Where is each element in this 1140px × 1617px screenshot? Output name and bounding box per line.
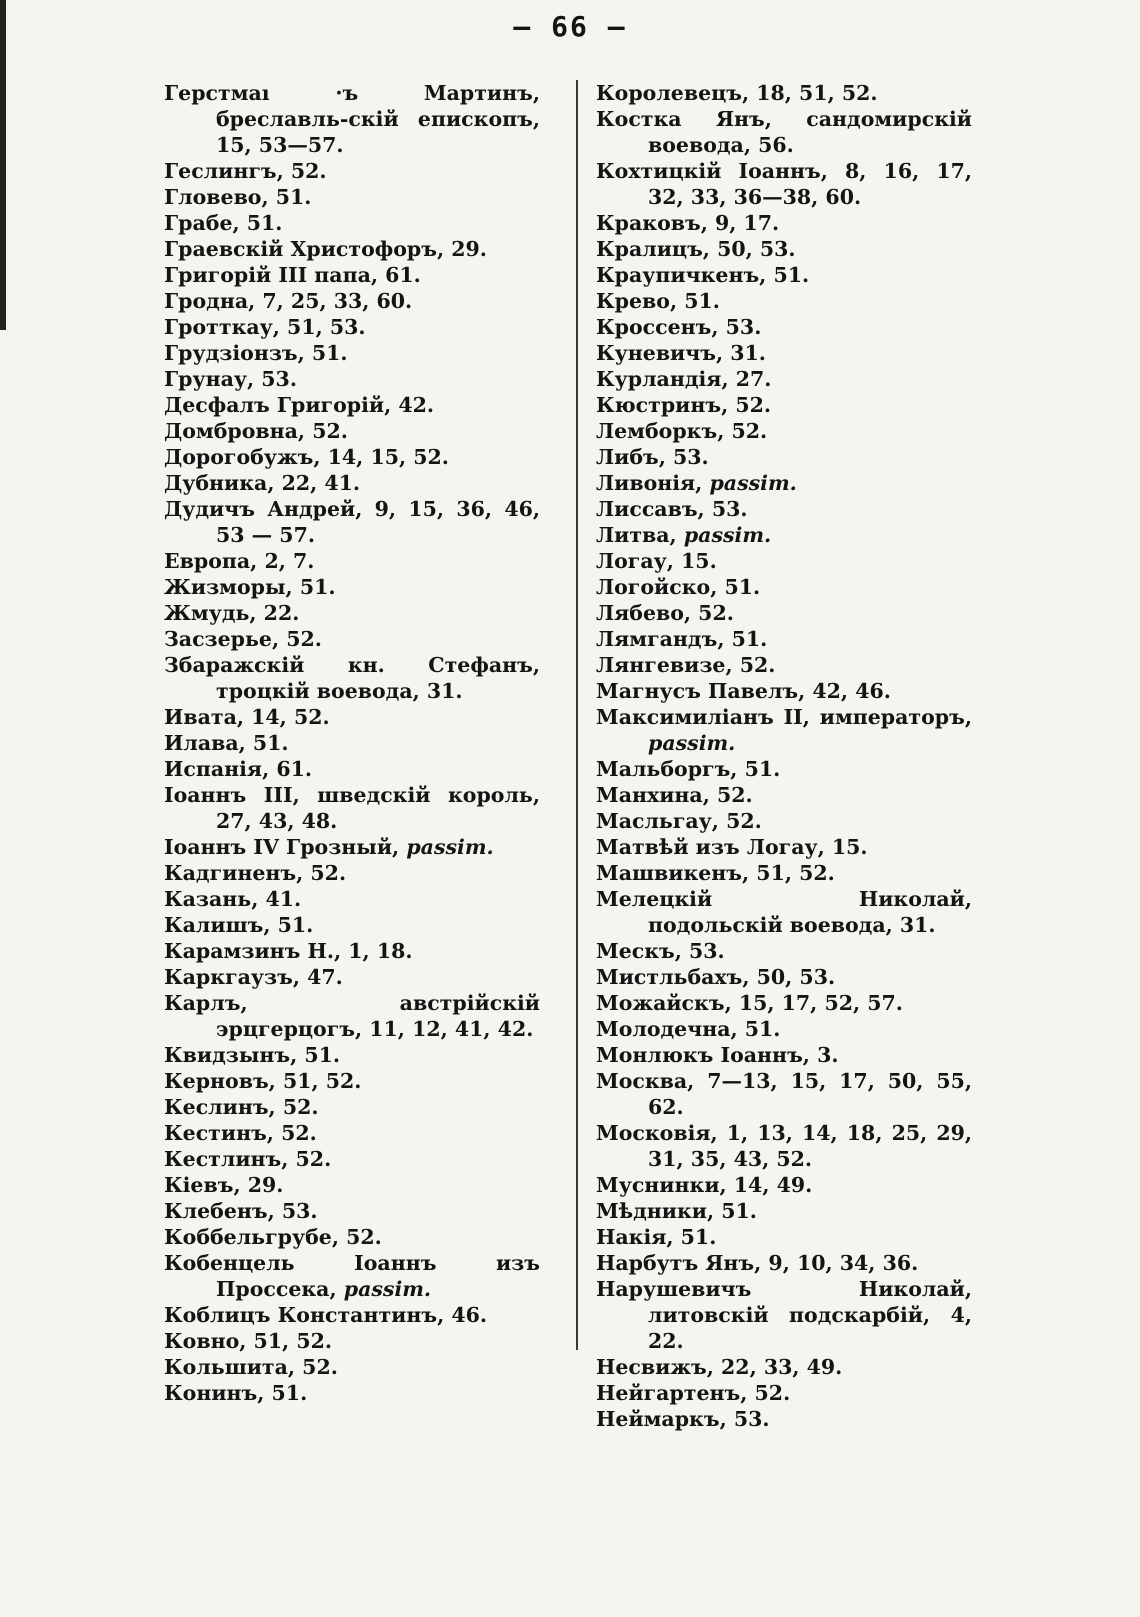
index-entry-text: Засзерье, 52.	[164, 627, 322, 651]
index-entry-text: Нейгартенъ, 52.	[596, 1381, 791, 1405]
index-entry-text: Лемборкъ, 52.	[596, 419, 768, 443]
index-entry	[164, 1224, 540, 1250]
index-entry-text: Лиссавъ, 53.	[596, 497, 748, 521]
index-entry	[596, 106, 972, 158]
index-entry-text: Квидзынъ, 51.	[164, 1043, 341, 1067]
index-entry	[164, 652, 540, 704]
index-entry-text: Молодечна, 51.	[596, 1017, 781, 1041]
index-entry-text: Грабе, 51.	[164, 211, 283, 235]
index-entry-text: Нарушевичъ Николай, литовскій подскарбій, 4, 22.	[596, 1277, 972, 1353]
index-entry-text: Ливонія,	[596, 471, 710, 495]
index-entry-text: Мелецкій Николай, подольскій воевода, 31.	[596, 887, 972, 937]
index-entry	[596, 938, 972, 964]
index-entry	[596, 80, 972, 106]
index-entry	[596, 990, 972, 1016]
index-entry-text: Конинъ, 51.	[164, 1381, 308, 1405]
index-column-left	[164, 80, 540, 1406]
index-entry-passim: passim.	[709, 471, 797, 495]
index-entry-text: Кестинъ, 52.	[164, 1121, 317, 1145]
index-entry-text: Максимиліанъ II, императоръ,	[596, 705, 972, 729]
index-entry	[164, 1042, 540, 1068]
index-entry	[596, 1042, 972, 1068]
index-entry-text: Мальборгъ, 51.	[596, 757, 781, 781]
index-entry-text: Нарбутъ Янъ, 9, 10, 34, 36.	[596, 1251, 919, 1275]
index-entry	[596, 626, 972, 652]
index-entry-text: Кохтицкій Іоаннъ, 8, 16, 17, 32, 33, 36—38, 60.	[596, 159, 972, 209]
index-entry	[596, 392, 972, 418]
index-entry-text: Краковъ, 9, 17.	[596, 211, 780, 235]
index-entry	[596, 262, 972, 288]
index-entry-text: Гротткау, 51, 53.	[164, 315, 366, 339]
index-entry	[164, 418, 540, 444]
index-entry-text: Лямгандъ, 51.	[596, 627, 768, 651]
index-entry	[596, 288, 972, 314]
index-entry	[164, 210, 540, 236]
index-entry-text: Грудзіонзъ, 51.	[164, 341, 348, 365]
index-entry	[164, 1354, 540, 1380]
index-entry	[596, 782, 972, 808]
index-entry-text: Королевецъ, 18, 51, 52.	[596, 81, 878, 105]
index-entry-text: Логау, 15.	[596, 549, 717, 573]
index-entry-text: Мескъ, 53.	[596, 939, 725, 963]
index-entry	[164, 730, 540, 756]
index-entry-text: Манхина, 52.	[596, 783, 753, 807]
index-entry-text: Краупичкенъ, 51.	[596, 263, 810, 287]
index-entry-text: Кеслинъ, 52.	[164, 1095, 319, 1119]
index-entry-text: Клебенъ, 53.	[164, 1199, 318, 1223]
index-entry-text: Жмудь, 22.	[164, 601, 300, 625]
index-entry-text: Илава, 51.	[164, 731, 289, 755]
index-entry-text: Машвикенъ, 51, 52.	[596, 861, 835, 885]
index-entry-text: Карлъ, австрійскій эрцгерцогъ, 11, 12, 41, 42.	[164, 991, 540, 1041]
index-entry	[164, 886, 540, 912]
index-entry-passim: passim.	[406, 835, 494, 859]
index-entry-text: Кроссенъ, 53.	[596, 315, 762, 339]
index-entry	[596, 964, 972, 990]
index-entry	[164, 314, 540, 340]
index-entry	[596, 1380, 972, 1406]
index-entry-text: Кадгиненъ, 52.	[164, 861, 347, 885]
index-entry	[596, 652, 972, 678]
index-entry-passim: passim.	[648, 731, 736, 755]
index-entry	[596, 1406, 972, 1432]
index-entry	[164, 912, 540, 938]
index-entry-text: Крево, 51.	[596, 289, 720, 313]
index-entry	[596, 418, 972, 444]
index-entry-text: Карамзинъ Н., 1, 18.	[164, 939, 413, 963]
index-entry	[164, 1380, 540, 1406]
index-entry-text: Логойско, 51.	[596, 575, 761, 599]
index-entry	[596, 808, 972, 834]
index-entry	[596, 886, 972, 938]
index-entry	[164, 496, 540, 548]
index-entry	[164, 1172, 540, 1198]
index-entry-text: Гловево, 51.	[164, 185, 312, 209]
index-entry	[164, 990, 540, 1042]
index-entry-text: Коблицъ Константинъ, 46.	[164, 1303, 488, 1327]
index-entry	[596, 210, 972, 236]
index-entry-text: Збаражскій кн. Стефанъ, троцкій воевода, 31.	[164, 653, 540, 703]
page-number: — 66 —	[513, 10, 627, 43]
index-entry	[164, 938, 540, 964]
index-column-right	[596, 80, 972, 1432]
index-entry-text: Казань, 41.	[164, 887, 302, 911]
index-entry-text: Кестлинъ, 52.	[164, 1147, 332, 1171]
index-entry-text: Европа, 2, 7.	[164, 549, 315, 573]
index-entry-text: Испанія, 61.	[164, 757, 313, 781]
index-entry-text: Магнусъ Павелъ, 42, 46.	[596, 679, 891, 703]
index-entry-text: Кралицъ, 50, 53.	[596, 237, 796, 261]
index-entry	[596, 1354, 972, 1380]
index-entry	[596, 1016, 972, 1042]
page-edge-shadow	[0, 0, 6, 330]
index-entry	[164, 704, 540, 730]
index-entry	[596, 860, 972, 886]
index-entry-text: Лябево, 52.	[596, 601, 734, 625]
index-entry	[596, 678, 972, 704]
index-entry-text: Десфалъ Григорій, 42.	[164, 393, 435, 417]
index-entry	[164, 1094, 540, 1120]
index-entry	[164, 626, 540, 652]
index-entry-text: Мѣдники, 51.	[596, 1199, 757, 1223]
index-entry-text: Несвижъ, 22, 33, 49.	[596, 1355, 843, 1379]
index-entry	[596, 1224, 972, 1250]
index-entry-text: Можайскъ, 15, 17, 52, 57.	[596, 991, 903, 1015]
index-entry-text: Дубника, 22, 41.	[164, 471, 361, 495]
index-entry	[596, 1276, 972, 1354]
index-entry	[596, 600, 972, 626]
index-entry-text: Монлюкъ Іоаннъ, 3.	[596, 1043, 839, 1067]
index-entry	[596, 444, 972, 470]
index-entry	[596, 834, 972, 860]
index-entry-text: Лянгевизе, 52.	[596, 653, 776, 677]
index-entry	[164, 1120, 540, 1146]
index-entry	[596, 704, 972, 756]
index-entry	[596, 1120, 972, 1172]
index-entry-text: Масльгау, 52.	[596, 809, 762, 833]
index-entry	[596, 1250, 972, 1276]
index-entry	[164, 1198, 540, 1224]
index-entry	[596, 236, 972, 262]
index-entry-text: Литва,	[596, 523, 684, 547]
index-entry-text: Калишъ, 51.	[164, 913, 314, 937]
index-entry	[164, 184, 540, 210]
index-entry	[164, 1302, 540, 1328]
index-entry-text: Матвѣй изъ Логау, 15.	[596, 835, 868, 859]
index-entry-text: Геслингъ, 52.	[164, 159, 327, 183]
index-entry	[164, 340, 540, 366]
index-entry	[596, 1172, 972, 1198]
index-entry	[164, 158, 540, 184]
index-entry	[596, 548, 972, 574]
index-entry-text: Муснинки, 14, 49.	[596, 1173, 813, 1197]
index-entry	[164, 262, 540, 288]
index-entry	[596, 496, 972, 522]
index-entry-text: Кобенцель Іоаннъ изъ Проссека,	[164, 1251, 540, 1301]
index-entry	[596, 1068, 972, 1120]
index-entry-text: Кюстринъ, 52.	[596, 393, 772, 417]
index-entry	[164, 756, 540, 782]
index-entry	[164, 600, 540, 626]
index-entry	[164, 1250, 540, 1302]
index-entry	[164, 548, 540, 574]
index-entry	[164, 782, 540, 834]
index-entry	[164, 834, 540, 860]
index-entry-text: Іоаннъ IV Грозный,	[164, 835, 407, 859]
index-entry	[164, 1068, 540, 1094]
index-entry	[164, 574, 540, 600]
index-entry	[596, 756, 972, 782]
index-entry-text: Кіевъ, 29.	[164, 1173, 284, 1197]
index-entry-text: Мистльбахъ, 50, 53.	[596, 965, 836, 989]
index-entry	[596, 470, 972, 496]
index-entry-text: Коббельгрубе, 52.	[164, 1225, 382, 1249]
index-entry-text: Герстмаı ·ъ Мартинъ, бреславль-скій епископъ, 15, 53—57.	[164, 81, 540, 157]
index-entry	[596, 340, 972, 366]
index-entry-text: Дорогобужъ, 14, 15, 52.	[164, 445, 449, 469]
column-divider	[576, 80, 578, 1350]
index-entry-text: Ивата, 14, 52.	[164, 705, 330, 729]
index-entry	[164, 444, 540, 470]
index-entry	[164, 1146, 540, 1172]
index-entry-text: Москва, 7—13, 15, 17, 50, 55, 62.	[596, 1069, 972, 1119]
index-entry	[164, 964, 540, 990]
index-entry-text: Гродна, 7, 25, 33, 60.	[164, 289, 413, 313]
index-entry	[164, 860, 540, 886]
index-entry-text: Керновъ, 51, 52.	[164, 1069, 362, 1093]
index-entry-text: Кольшита, 52.	[164, 1355, 338, 1379]
index-entry-passim: passim.	[683, 523, 772, 547]
index-entry-text: Костка Янъ, сандомирскій воевода, 56.	[596, 107, 972, 157]
index-entry-text: Граевскій Христофоръ, 29.	[164, 237, 487, 261]
index-entry-text: Либъ, 53.	[596, 445, 709, 469]
index-entry	[164, 1328, 540, 1354]
index-entry	[596, 158, 972, 210]
index-entry	[164, 80, 540, 158]
index-entry	[596, 366, 972, 392]
index-entry	[164, 392, 540, 418]
index-entry-text: Каркгаузъ, 47.	[164, 965, 343, 989]
index-entry-text: Дудичъ Андрей, 9, 15, 36, 46, 53 — 57.	[164, 497, 540, 547]
index-entry	[164, 288, 540, 314]
index-entry-text: Іоаннъ III, шведскій король, 27, 43, 48.	[164, 783, 540, 833]
index-entry-text: Домбровна, 52.	[164, 419, 348, 443]
index-entry-text: Московія, 1, 13, 14, 18, 25, 29, 31, 35, 43, 52.	[596, 1121, 972, 1171]
index-entry	[164, 470, 540, 496]
index-entry-text: Курландія, 27.	[596, 367, 772, 391]
index-entry	[164, 236, 540, 262]
index-entry	[596, 314, 972, 340]
index-entry-text: Накія, 51.	[596, 1225, 717, 1249]
index-entry-text: Куневичъ, 31.	[596, 341, 766, 365]
index-entry-text: Неймаркъ, 53.	[596, 1407, 770, 1431]
index-entry	[596, 574, 972, 600]
index-entry	[164, 366, 540, 392]
index-entry-text: Григорій III папа, 61.	[164, 263, 421, 287]
index-entry-text: Ковно, 51, 52.	[164, 1329, 332, 1353]
index-entry-passim: passim.	[343, 1277, 432, 1301]
index-entry-text: Жизморы, 51.	[164, 575, 336, 599]
index-entry	[596, 522, 972, 548]
index-entry	[596, 1198, 972, 1224]
index-entry-text: Грунау, 53.	[164, 367, 297, 391]
